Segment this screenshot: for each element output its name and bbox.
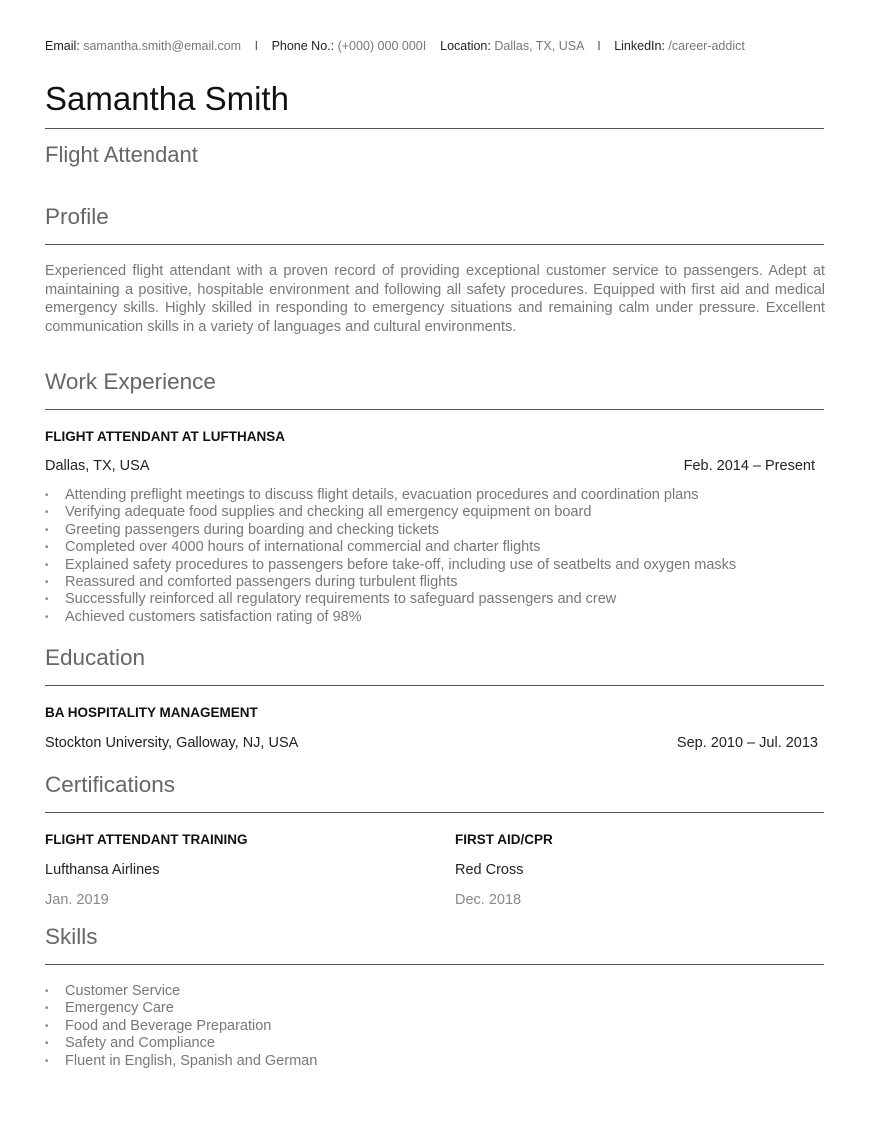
job-position: FLIGHT ATTENDANT AT LUFTHANSA — [45, 429, 285, 444]
list-item: • Completed over 4000 hours of international commercial and charter flights — [45, 539, 736, 556]
list-item: • Successfully reinforced all regulatory requirements to safeguard passengers and crew — [45, 591, 736, 608]
degree: BA HOSPITALITY MANAGEMENT — [45, 705, 258, 720]
candidate-name: Samantha Smith — [45, 80, 289, 117]
location-value: Dallas, TX, USA — [494, 39, 584, 53]
list-item: • Customer Service — [45, 983, 317, 1000]
section-heading-profile: Profile — [45, 204, 109, 229]
contact-line — [45, 38, 745, 54]
list-item: • Fluent in English, Spanish and German — [45, 1053, 317, 1070]
list-item: • Safety and Compliance — [45, 1035, 317, 1052]
divider — [45, 685, 824, 686]
job-bullets — [45, 487, 736, 626]
list-item: • Food and Beverage Preparation — [45, 1018, 317, 1035]
job-dates: Feb. 2014 – Present — [683, 458, 815, 474]
cert-title: FLIGHT ATTENDANT TRAINING — [45, 832, 248, 847]
phone-value: (+000) 000 000I — [337, 39, 427, 53]
skills-list — [45, 983, 317, 1070]
divider — [45, 812, 824, 813]
section-heading-skills: Skills — [45, 924, 98, 949]
linkedin-value: /career-addict — [668, 39, 745, 53]
cert-date: Jan. 2019 — [45, 892, 109, 908]
job-title: Flight Attendant — [45, 142, 198, 167]
job-location: Dallas, TX, USA — [45, 458, 150, 474]
cert-issuer: Red Cross — [455, 862, 524, 878]
section-heading-education: Education — [45, 645, 146, 670]
separator: I — [254, 39, 259, 53]
cert-title: FIRST AID/CPR — [455, 832, 553, 847]
list-item: • Explained safety procedures to passengers before take-off, including use of seatbelts and oxygen masks — [45, 557, 736, 574]
separator: I — [597, 39, 601, 53]
divider — [45, 409, 824, 410]
linkedin-label: LinkedIn: — [614, 39, 665, 53]
list-item: • Verifying adequate food supplies and checking all emergency equipment on board — [45, 504, 736, 521]
email-value: samantha.smith@email.com — [83, 39, 242, 53]
divider — [45, 244, 824, 245]
divider — [45, 128, 824, 129]
list-item: • Attending preflight meetings to discuss flight details, evacuation procedures and coordination plans — [45, 487, 736, 504]
cert-date: Dec. 2018 — [455, 892, 522, 908]
profile-summary: Experienced flight attendant with a proven record of providing exceptional customer service to passengers. Adept at maintaining a positive, hospitable environment and following all safety procedures. Equipped with first aid and medical emergency skills. Highly skilled in responding to emergency situations and remaining calm under pressure. Excellent communication skills in a variety of languages and cultural environments. — [45, 263, 825, 336]
list-item: • Achieved customers satisfaction rating of 98% — [45, 609, 736, 626]
section-heading-certifications: Certifications — [45, 772, 176, 797]
phone-label: Phone No.: — [271, 39, 335, 53]
education-dates: Sep. 2010 – Jul. 2013 — [676, 735, 818, 751]
school: Stockton University, Galloway, NJ, USA — [45, 735, 299, 751]
email-label: Email: — [45, 39, 80, 53]
list-item: • Greeting passengers during boarding and checking tickets — [45, 522, 736, 539]
section-heading-work: Work Experience — [45, 369, 216, 394]
divider — [45, 964, 824, 965]
cert-issuer: Lufthansa Airlines — [45, 862, 160, 878]
list-item: • Reassured and comforted passengers during turbulent flights — [45, 574, 736, 591]
list-item: • Emergency Care — [45, 1000, 317, 1017]
location-label: Location: — [440, 39, 491, 53]
